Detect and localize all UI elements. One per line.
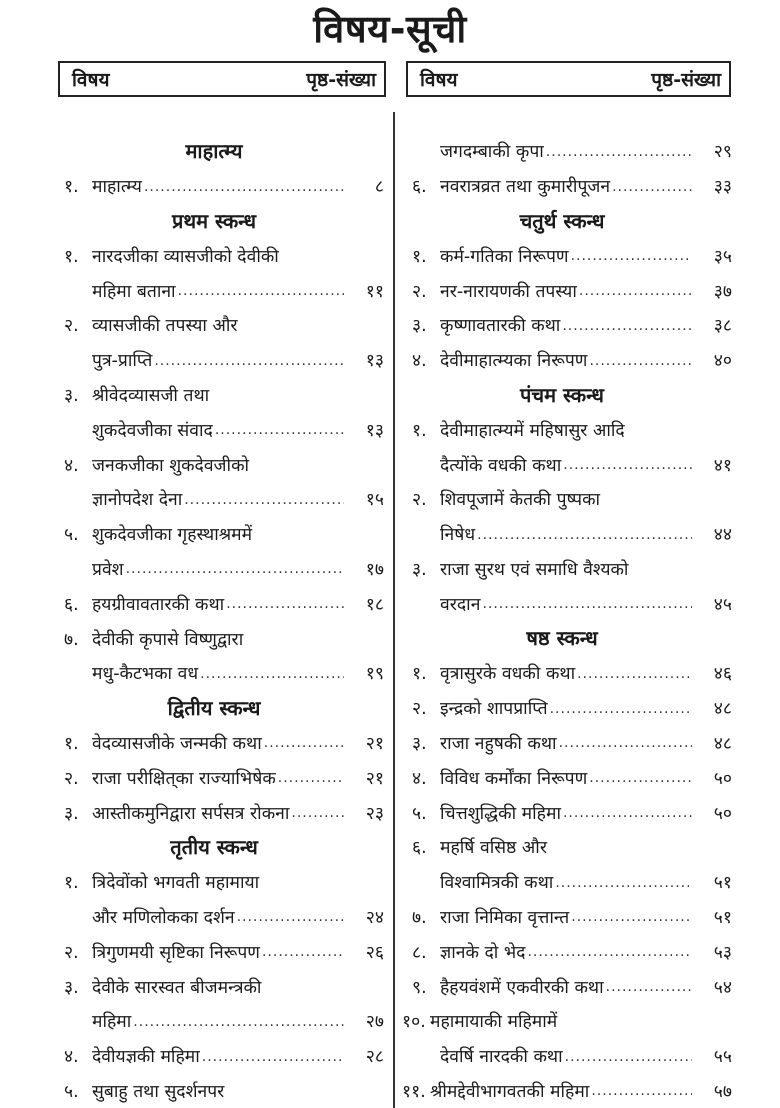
dot-leader [237,909,344,934]
entry-page-number: ५१ [713,907,732,928]
dot-leader [546,144,692,169]
dot-leader [291,805,344,830]
section-heading: चतुर्थ स्कन्ध [519,208,605,233]
dot-leader [126,561,344,586]
toc-entry[interactable] [64,760,384,795]
dot-leader [571,909,692,934]
entry-page-number: ४८ [713,733,732,754]
toc-entry[interactable] [412,517,732,552]
toc-entry[interactable] [64,447,384,482]
page-number-label: पृष्ठ-संख्या [306,69,376,91]
section-heading: षष्ठ स्कन्ध [526,626,598,651]
toc-entry[interactable] [64,1004,384,1039]
dot-leader [278,770,344,795]
entry-title: देवीकी कृपासे विष्णुद्वारा [92,629,244,650]
entry-number: ३. [412,316,427,337]
entry-number: ४. [64,455,79,476]
toc-entry[interactable] [402,1004,732,1039]
entry-number: १. [412,420,427,441]
entry-title: शिवपूजामें केतकी पुष्पका [440,490,601,511]
entry-page-number: १५ [365,490,384,511]
entry-page-number: ५१ [713,873,732,894]
dot-leader [589,353,692,378]
dot-leader [133,1014,344,1039]
entry-page-number: २१ [365,768,384,789]
toc-entry[interactable] [412,760,732,795]
entry-title: नर-नारायणकी तपस्या [440,281,577,302]
toc-entry[interactable] [64,1074,384,1108]
dot-leader [482,596,692,621]
toc-entry[interactable] [412,343,732,378]
entry-page-number: ५० [713,768,732,789]
toc-entry[interactable] [412,273,732,308]
entry-title: श्रीवेदव्यासजी तथा [92,385,210,406]
entry-title: शुकदेवजीका संवाद [92,420,213,441]
entry-page-number: ३७ [713,281,732,302]
toc-entry[interactable] [412,691,732,726]
entry-title: नारदजीका व्यासजीको देवीकी [92,246,279,267]
entry-title: मधु-कैटभका वध [92,664,199,685]
dot-leader [154,353,344,378]
entry-page-number: १३ [365,351,384,372]
toc-entry[interactable] [412,238,732,273]
toc-entry[interactable] [412,795,732,830]
entry-page-number: ४१ [713,455,732,476]
entry-title: माहात्म्य [92,177,142,198]
dot-leader [591,1083,692,1108]
dot-leader [262,944,344,969]
dot-leader [559,735,692,760]
toc-entry[interactable] [412,656,732,691]
dot-leader [589,770,692,795]
dot-leader [563,805,692,830]
section-heading: द्वितीय स्कन्ध [167,695,261,720]
dot-leader [226,596,344,621]
toc-entry[interactable] [412,900,732,935]
toc-entry[interactable] [412,865,732,900]
entry-page-number: २९ [713,142,732,163]
entry-title: वरदान [440,594,481,615]
entry-page-number: ४४ [713,525,732,546]
toc-entry[interactable] [412,482,732,517]
toc-entry[interactable] [412,412,732,447]
entry-title: महर्षि वसिष्ठ और [440,838,547,859]
toc-entry[interactable] [64,517,384,552]
entry-title: नवरात्रव्रत तथा कुमारीपूजन [440,177,611,198]
entry-number: ३. [64,803,79,824]
entry-number: ५. [412,803,427,824]
entry-title: निषेध [440,525,476,546]
toc-left-column [64,134,384,1108]
entry-number: २. [412,490,427,511]
toc-entry[interactable] [64,934,384,969]
entry-title: महिमा [92,1012,132,1033]
column-divider [393,112,395,1108]
entry-page-number: ५७ [713,1081,732,1102]
entry-number: ५. [64,525,79,546]
toc-entry[interactable] [64,552,384,587]
entry-title: त्रिगुणमयी सृष्टिका निरूपण [92,942,260,963]
entry-number: १. [64,733,79,754]
entry-page-number: २४ [365,907,384,928]
subject-label: विषय [420,69,458,91]
entry-title: वृत्रासुरके वधकी कथा [440,664,576,685]
dot-leader [144,179,344,204]
column-header-left [58,61,386,97]
entry-page-number: १९ [365,664,384,685]
entry-number: ६. [412,177,427,198]
entry-title: राजा नहुषकी कथा [440,733,557,754]
section-heading: प्रथम स्कन्ध [171,208,257,233]
entry-title: महिमा बताना [92,281,176,302]
dot-leader [571,248,692,273]
entry-page-number: २३ [365,803,384,824]
toc-entry[interactable] [64,169,384,204]
toc-entry[interactable] [64,1039,384,1074]
section-heading: माहात्म्य [185,139,243,163]
entry-title: कृष्णावतारकी कथा [440,316,561,337]
entry-page-number: ४० [713,351,732,372]
dot-leader [612,179,692,204]
entry-number: २. [64,942,79,963]
section-heading: तृतीय स्कन्ध [170,834,258,859]
entry-title: देवीके सारस्वत बीजमन्त्रकी [92,977,262,998]
entry-title: हयग्रीवावतारकी कथा [92,594,225,615]
entry-number: २. [412,281,427,302]
entry-number: ४. [412,351,427,372]
toc-entry[interactable] [412,586,732,621]
toc-entry[interactable] [412,447,732,482]
entry-title: और मणिलोकका दर्शन [92,907,235,928]
toc-entry[interactable] [64,865,384,900]
toc-entry[interactable] [64,273,384,308]
toc-entry[interactable] [412,969,732,1004]
toc-entry[interactable] [64,969,384,1004]
toc-entry[interactable] [412,134,732,169]
entry-page-number: २६ [365,942,384,963]
entry-number: २. [64,316,79,337]
entry-number: ३. [412,733,427,754]
entry-title: ज्ञानोपदेश देना [92,490,183,511]
entry-title: विश्वामित्रकी कथा [440,873,554,894]
toc-entry[interactable] [412,934,732,969]
entry-page-number: ५५ [713,1047,732,1068]
entry-title: देवर्षि नारदकी कथा [440,1047,563,1068]
entry-title: हैहयवंशमें एकवीरकी कथा [440,977,604,998]
entry-page-number: २८ [365,1047,384,1068]
entry-number: ७. [412,907,427,928]
entry-page-number: ८ [374,177,384,198]
toc-entry[interactable] [64,795,384,830]
section-heading: पंचम स्कन्ध [520,382,604,407]
entry-number: १०. [402,1012,426,1033]
entry-page-number: १७ [365,559,384,580]
dot-leader [577,666,692,691]
toc-entry[interactable] [412,830,732,865]
subject-label: विषय [72,69,110,91]
entry-number: ३. [412,559,427,580]
entry-page-number: २७ [365,1012,384,1033]
entry-title: विविध कर्मोंका निरूपण [440,768,588,789]
entry-number: १. [64,246,79,267]
toc-entry[interactable] [64,656,384,691]
dot-leader [200,666,344,691]
entry-page-number: ४८ [713,699,732,720]
entry-title: दैत्योंके वधकी कथा [440,455,562,476]
toc-entry[interactable] [64,378,384,413]
entry-title: राजा परीक्षित्‌का राज्याभिषेक [92,768,276,789]
entry-page-number: ३८ [713,316,732,337]
toc-entry[interactable] [412,552,732,587]
entry-title: प्रवेश [92,559,124,580]
toc-entry[interactable] [64,308,384,343]
entry-number: ११. [402,1081,426,1102]
entry-number: २. [64,768,79,789]
toc-entry[interactable] [64,726,384,761]
entry-number: २. [412,699,427,720]
dot-leader [215,422,344,447]
entry-title: सुबाहु तथा सुदर्शनपर [92,1081,225,1102]
dot-leader [202,1049,344,1074]
entry-title: पुत्र-प्राप्ति [92,351,153,372]
entry-title: शुकदेवजीका गृहस्थाश्रममें [92,525,253,546]
toc-entry[interactable] [64,900,384,935]
entry-page-number: ५० [713,803,732,824]
dot-leader [579,283,692,308]
entry-title: श्रीमद्देवीभागवतकी महिमा [430,1081,590,1102]
entry-title: महामायाकी महिमामें [430,1012,558,1033]
entry-page-number: ५४ [713,977,732,998]
entry-number: ५. [64,1081,79,1102]
toc-entry[interactable] [64,621,384,656]
entry-number: ३. [64,385,79,406]
toc-entry[interactable] [412,1039,732,1074]
toc-entry[interactable] [412,169,732,204]
page-number-label: पृष्ठ-संख्या [651,69,721,91]
dot-leader [563,457,692,482]
entry-number: ९. [412,977,427,998]
entry-page-number: ४५ [713,594,732,615]
entry-page-number: १३ [365,420,384,441]
entry-number: १. [412,246,427,267]
entry-title: जगदम्बाकी कृपा [440,142,544,163]
entry-number: ६. [412,838,427,859]
toc-entry[interactable] [412,308,732,343]
toc-right-column [402,134,732,1108]
entry-number: ४. [412,768,427,789]
column-header-right [406,61,731,97]
toc-entry[interactable] [64,238,384,273]
entry-title: त्रिदेवोंको भगवती महामाया [92,873,260,894]
entry-title: चित्तशुद्धिकी महिमा [440,803,561,824]
entry-page-number: ४६ [713,664,732,685]
entry-title: इन्द्रको शापप्राप्ति [440,699,548,720]
dot-leader [477,527,692,552]
entry-page-number: ३३ [713,177,732,198]
entry-number: ४. [64,1047,79,1068]
entry-title: वेदव्यासजीके जन्मकी कथा [92,733,262,754]
entry-number: ३. [64,977,79,998]
entry-title: राजा सुरथ एवं समाधि वैश्यको [440,559,629,580]
page-title: विषय-सूची [313,7,467,51]
entry-title: व्यासजीकी तपस्या और [92,316,238,337]
entry-number: ७. [64,629,79,650]
entry-title: देवीमाहात्म्यमें महिषासुर आदि [440,420,625,441]
toc-entry[interactable] [64,343,384,378]
entry-number: ८. [412,942,427,963]
entry-page-number: २१ [365,733,384,754]
dot-leader [550,701,692,726]
dot-leader [555,875,692,900]
entry-title: देवीयज्ञकी महिमा [92,1047,200,1068]
entry-page-number: ११ [365,281,384,302]
dot-leader [562,318,692,343]
entry-page-number: ३५ [713,246,732,267]
dot-leader [264,735,344,760]
toc-entry[interactable] [64,482,384,517]
toc-entry[interactable] [412,726,732,761]
entry-title: राजा निमिका वृत्तान्त [440,907,570,928]
toc-entry[interactable] [64,586,384,621]
entry-number: १. [64,873,79,894]
entry-page-number: ५३ [713,942,732,963]
dot-leader [184,492,344,517]
dot-leader [565,1049,692,1074]
entry-number: १. [412,664,427,685]
entry-number: १. [64,177,79,198]
dot-leader [606,979,692,1004]
toc-entry[interactable] [64,412,384,447]
dot-leader [527,944,692,969]
entry-title: कर्म-गतिका निरूपण [440,246,569,267]
entry-title: देवीमाहात्म्यका निरूपण [440,351,588,372]
entry-number: ६. [64,594,79,615]
toc-entry[interactable] [402,1074,732,1108]
dot-leader [178,283,344,308]
entry-title: जनकजीका शुकदेवजीको [92,455,250,476]
entry-title: आस्तीकमुनिद्वारा सर्पसत्र रोकना [92,803,290,824]
entry-title: ज्ञानके दो भेद [440,942,526,963]
entry-page-number: १८ [365,594,384,615]
